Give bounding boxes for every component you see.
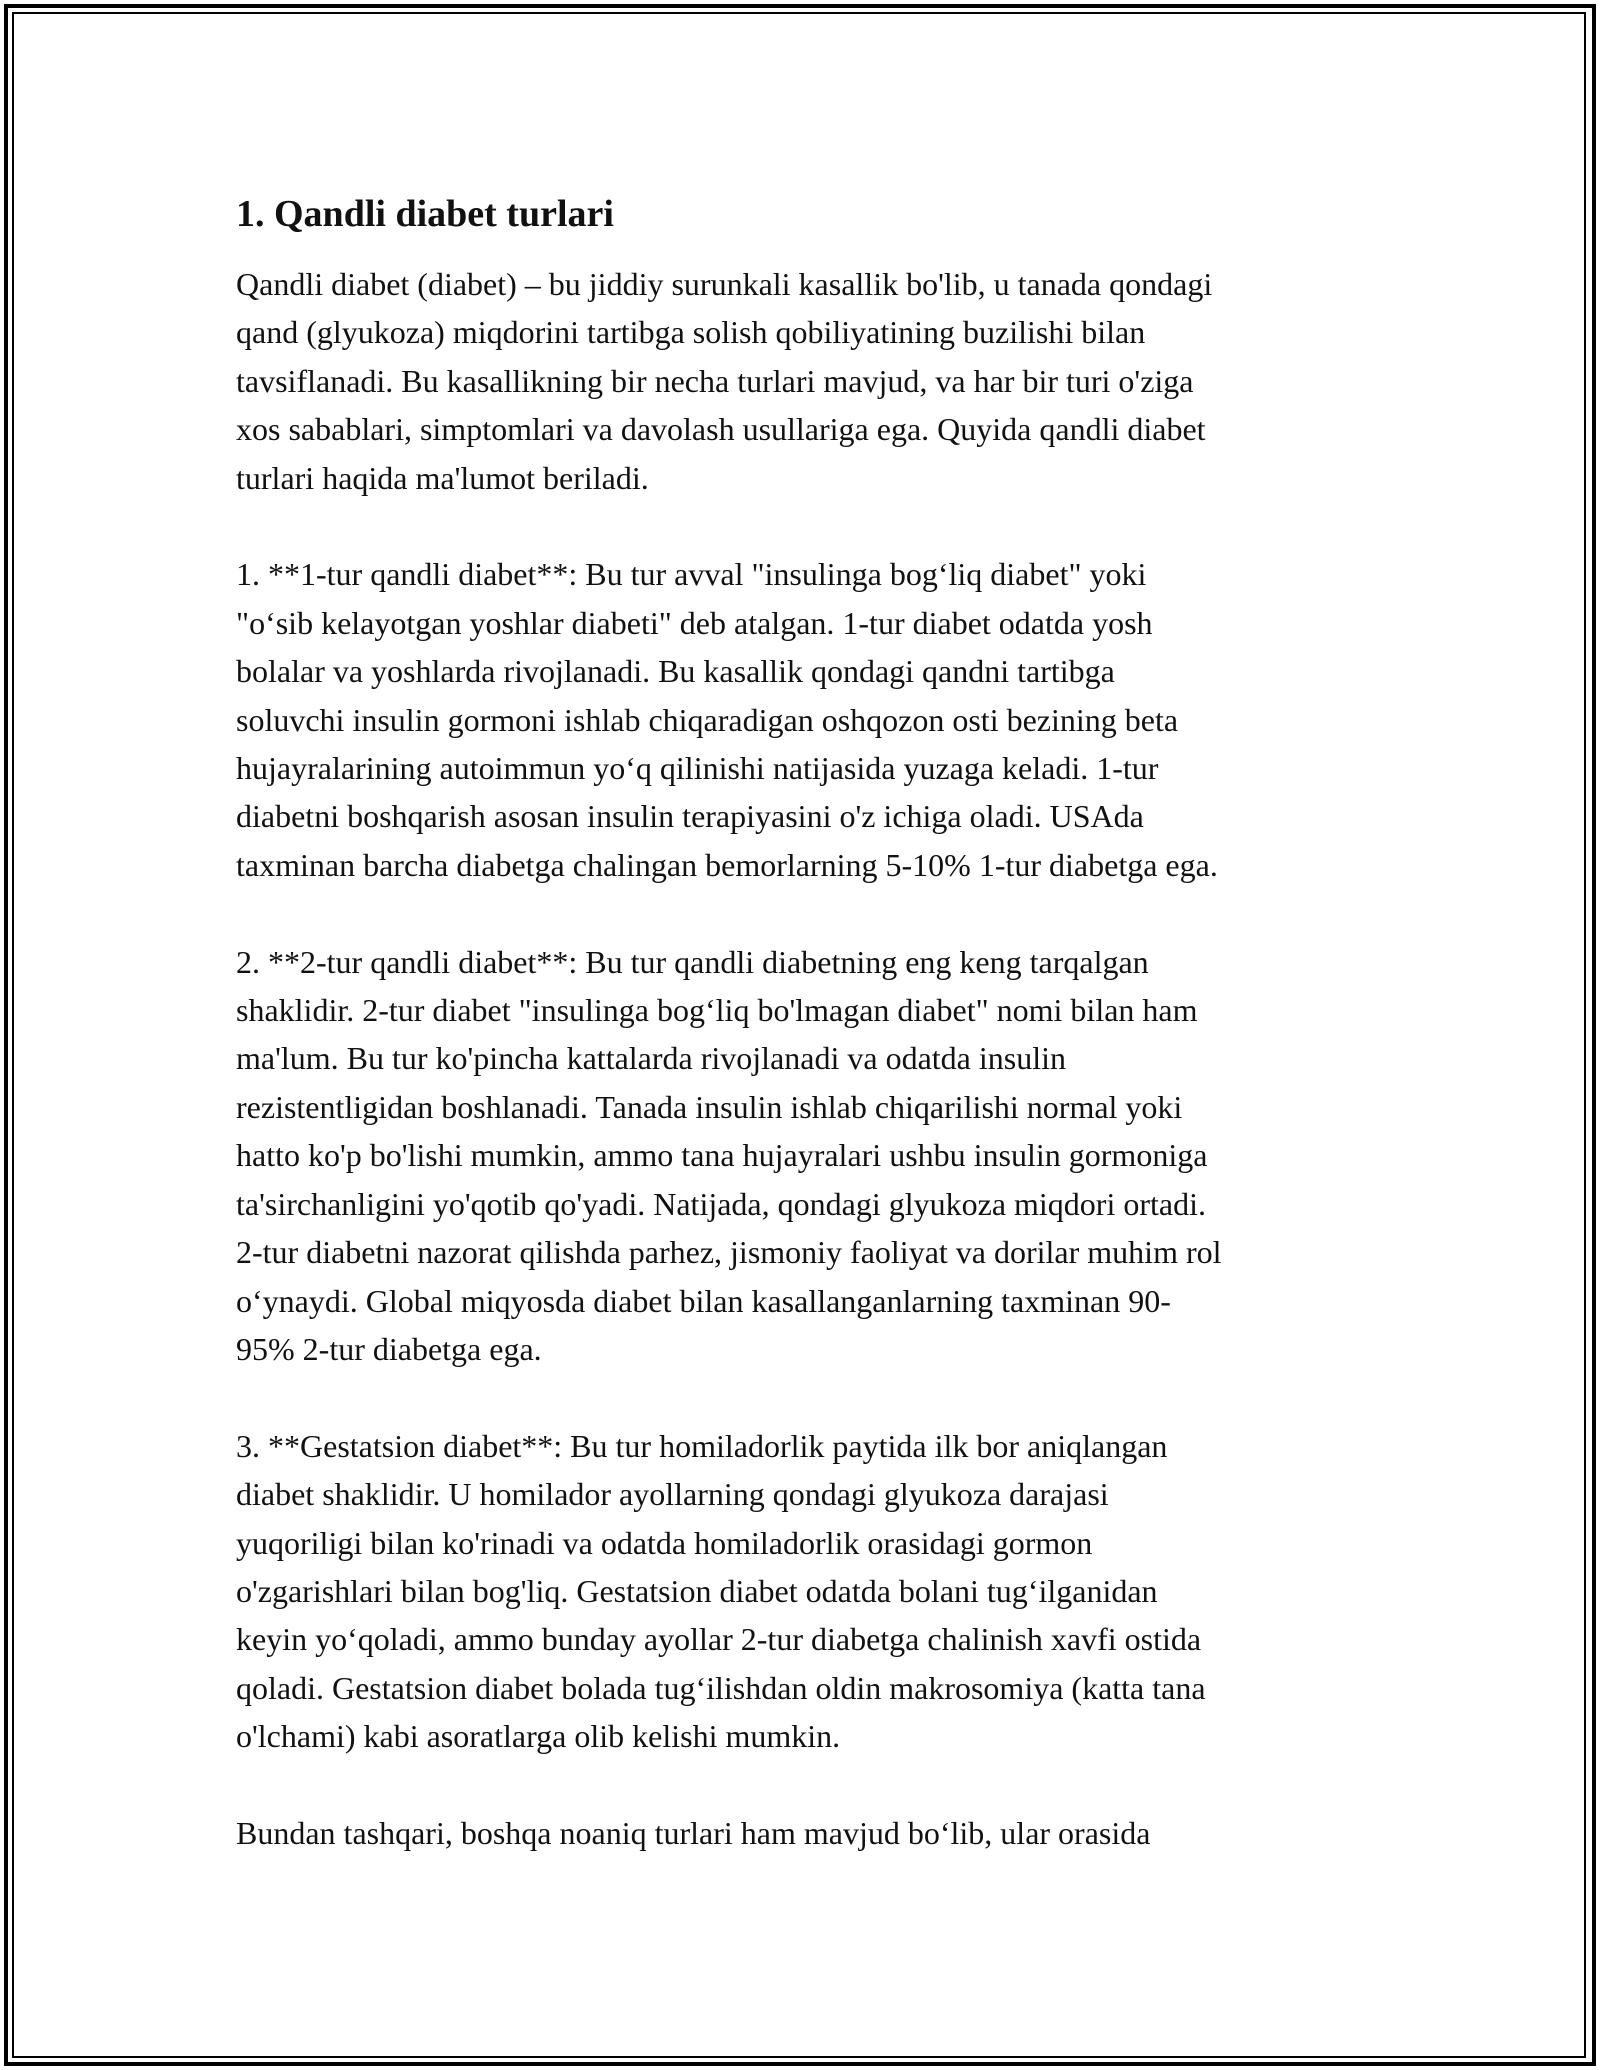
- text-line: keyin yo‘qoladi, ammo bunday ayollar 2-tur diabetga chalinish xavfi ostida: [236, 1621, 1202, 1658]
- text-line: hatto ko'p bo'lishi mumkin, ammo tana hujayralari ushbu insulin gormoniga: [236, 1137, 1208, 1174]
- text-line: diabet shaklidir. U homilador ayollarning qondagi glyukoza darajasi: [236, 1476, 1109, 1513]
- text-line: Bundan tashqari, boshqa noaniq turlari ham mavjud bo‘lib, ular orasida: [236, 1814, 1151, 1851]
- text-line: xos sabablari, simptomlari va davolash usullariga ega. Quyida qandli diabet: [236, 411, 1206, 448]
- text-line: tavsiflanadi. Bu kasallikning bir necha turlari mavjud, va har bir turi o'ziga: [236, 362, 1194, 399]
- text-line: ma'lum. Bu tur ko'pincha kattalarda rivojlanadi va odatda insulin: [236, 1040, 1066, 1077]
- gestational-paragraph: [236, 1422, 1376, 1761]
- text-line: rezistentligidan boshlanadi. Tanada insulin ishlab chiqarilishi normal yoki: [236, 1088, 1183, 1125]
- type2-paragraph: [236, 938, 1376, 1374]
- text-line: 2-tur diabetni nazorat qilishda parhez, jismoniy faoliyat va dorilar muhim rol: [236, 1234, 1222, 1271]
- text-line: qoladi. Gestatsion diabet bolada tug‘ilishdan oldin makrosomiya (katta tana: [236, 1669, 1206, 1706]
- text-line: 95% 2-tur diabetga ega.: [236, 1330, 542, 1367]
- text-line: 1. **1-tur qandli diabet**: Bu tur avval "insulinga bog‘liq diabet" yoki: [236, 556, 1147, 593]
- text-line: "o‘sib kelayotgan yoshlar diabeti" deb atalgan. 1-tur diabet odatda yosh: [236, 604, 1153, 641]
- text-line: Qandli diabet (diabet) – bu jiddiy surunkali kasallik bo'lib, u tanada qondagi: [236, 266, 1213, 302]
- text-line: o'zgarishlari bilan bog'liq. Gestatsion diabet odatda bolani tug‘ilganidan: [236, 1572, 1158, 1609]
- text-line: o‘ynaydi. Global miqyosda diabet bilan kasallanganlarning taxminan 90-: [236, 1282, 1171, 1319]
- text-line: bolalar va yoshlarda rivojlanadi. Bu kasallik qondagi qandni tartibga: [236, 653, 1115, 690]
- text-line: ta'sirchanligini yo'qotib qo'yadi. Natijada, qondagi glyukoza miqdori ortadi.: [236, 1185, 1206, 1222]
- type1-paragraph: [236, 550, 1376, 889]
- closing-paragraph: [236, 1809, 1376, 1857]
- text-line: 2. **2-tur qandli diabet**: Bu tur qandli diabetning eng keng tarqalgan: [236, 943, 1149, 980]
- text-line: yuqoriligi bilan ko'rinadi va odatda homiladorlik orasidagi gormon: [236, 1524, 1093, 1561]
- text-line: o'lchami) kabi asoratlarga olib kelishi mumkin.: [236, 1718, 841, 1755]
- text-line: diabetni boshqarish asosan insulin terapiyasini o'z ichiga oladi. USAda: [236, 798, 1144, 835]
- document-page: [236, 188, 1376, 1906]
- text-line: qand (glyukoza) miqdorini tartibga solish qobiliyatining buzilishi bilan: [236, 314, 1146, 351]
- text-line: taxminan barcha diabetga chalingan bemorlarning 5-10% 1-tur diabetga ega.: [236, 846, 1218, 883]
- text-line: 3. **Gestatsion diabet**: Bu tur homiladorlik paytida ilk bor aniqlangan: [236, 1427, 1168, 1464]
- text-line: hujayralarining autoimmun yo‘q qilinishi natijasida yuzaga keladi. 1-tur: [236, 750, 1159, 787]
- intro-paragraph: [236, 260, 1376, 502]
- text-line: soluvchi insulin gormoni ishlab chiqaradigan oshqozon osti bezining beta: [236, 701, 1179, 738]
- section-heading: 1. Qandli diabet turlari: [236, 193, 614, 235]
- text-line: shaklidir. 2-tur diabet "insulinga bog‘liq bo'lmagan diabet" nomi bilan ham: [236, 992, 1198, 1029]
- text-line: turlari haqida ma'lumot beriladi.: [236, 459, 649, 496]
